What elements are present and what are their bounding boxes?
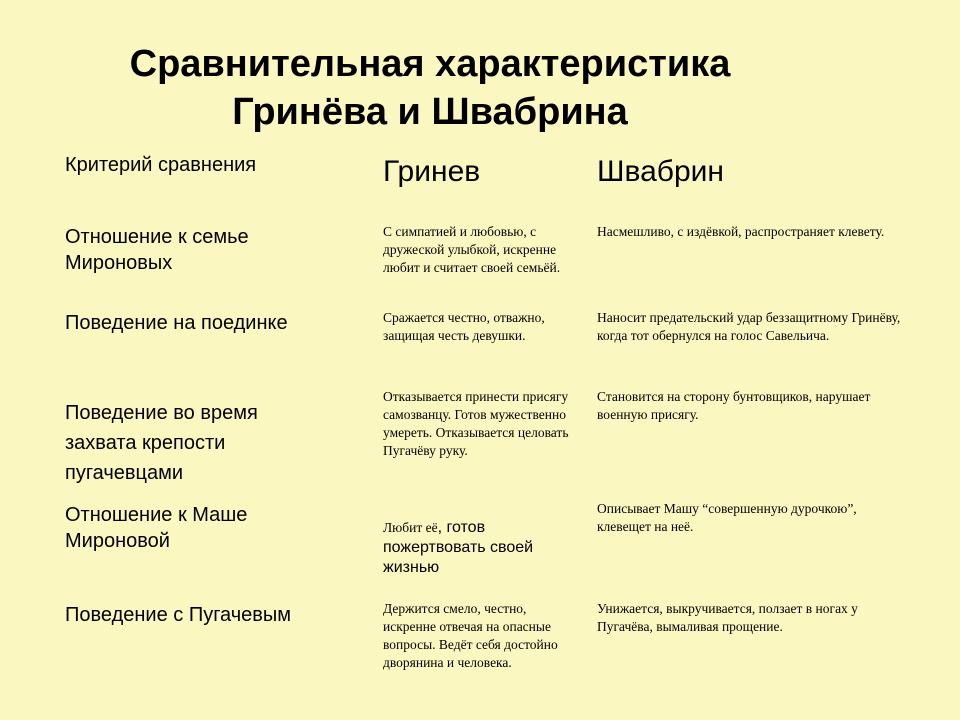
row-3-criterion: Поведение во время захвата крепости пугачевцами (65, 402, 258, 484)
title-line-2: Гринёва и Швабрина (232, 91, 628, 133)
row-1-shvabrin: Насмешливо, с издёвкой, распространяет клевету. (597, 224, 885, 239)
slide-title (0, 40, 860, 136)
row-1-grinev: С симпатией и любовью, с дружеской улыбкой, искренне любит и считает своей семьёй. (383, 224, 561, 275)
row-4-shvabrin: Описывает Машу “совершенную дурочкою”, клевещет на неё. (597, 501, 857, 534)
row-5-grinev: Держится смело, честно, искренне отвечая на опасные вопросы. Ведёт себя достойно дворянина и человека. (383, 601, 558, 670)
row-4-grinev (383, 518, 578, 578)
row-4-grinev-lead: Любит её (383, 520, 438, 535)
row-2-criterion: Поведение на поединке (65, 312, 288, 334)
row-4-criterion: Отношение к Маше Мироновой (65, 504, 248, 552)
header-criterion: Критерий сравнения (65, 154, 257, 176)
row-3-grinev: Отказывается принести присягу самозванцу. Готов мужественно умереть. Отказывается целовать Пугачёву руку. (383, 389, 569, 458)
row-4-grinev-rest: , готов пожертвовать своей жизнью (383, 519, 534, 576)
header-shvabrin: Швабрин (597, 155, 724, 188)
row-2-shvabrin: Наносит предательский удар беззащитному Гринёву, когда тот обернулся на голос Савельича. (597, 310, 901, 343)
row-5-criterion: Поведение с Пугачевым (65, 604, 292, 626)
row-2-grinev: Сражается честно, отважно, защищая честь девушки. (383, 310, 545, 343)
row-5-shvabrin: Унижается, выкручивается, ползает в ногах у Пугачёва, вымаливая прощение. (597, 601, 858, 634)
header-grinev: Гринев (383, 155, 481, 188)
row-1-criterion: Отношение к семье Мироновых (65, 226, 249, 274)
title-line-1: Сравнительная характеристика (129, 43, 731, 85)
row-3-shvabrin: Становится на сторону бунтовщиков, нарушает военную присягу. (597, 389, 871, 422)
